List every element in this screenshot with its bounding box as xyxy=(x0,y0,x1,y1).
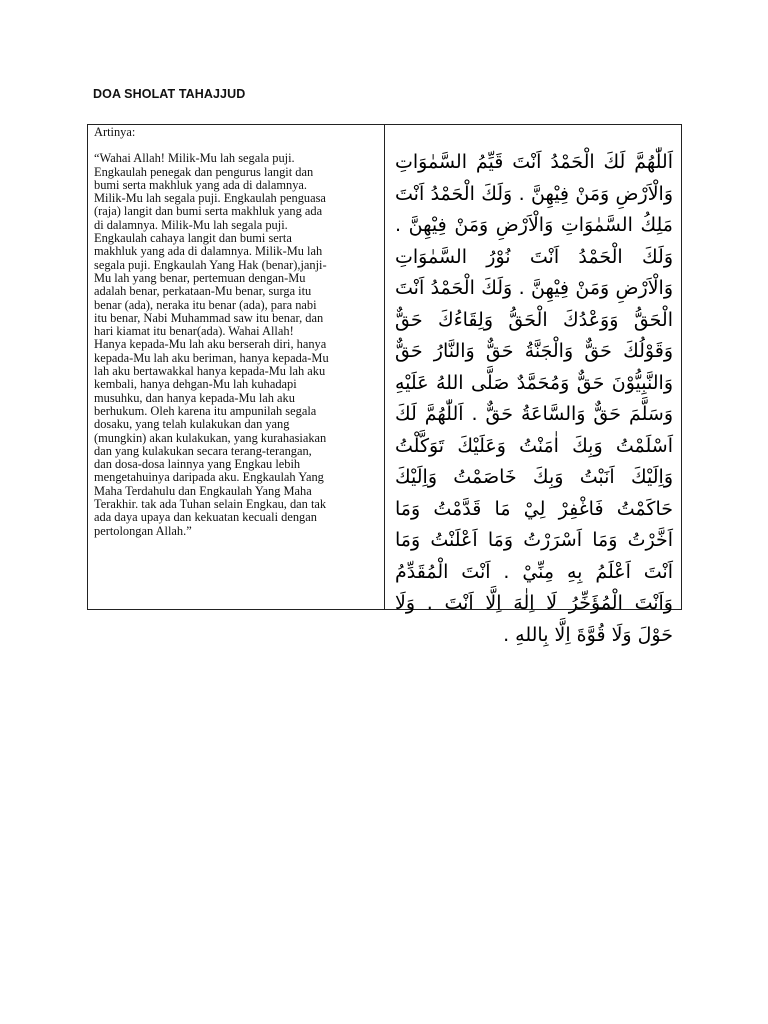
arabic-prayer-text: اَللّٰهُمَّ لَكَ الْحَمْدُ اَنْتَ قَيِّمُ السَّمٰوَاتِ وَالْاَرْضِ وَمَنْ فِيْهِنَّ . وَلَكَ الْحَمْدُ اَنْتَ مَلِكُ السَّمٰوَاتِ وَالْاَرْضِ وَمَنْ فِيْهِنَّ . وَلَكَ الْحَمْدُ اَنْتَ نُوْرُ السَّمٰوَاتِ وَالْاَرْضِ وَمَنْ فِيْهِنَّ . وَلَكَ الْحَمْدُ اَنْتَ الْحَقُّ وَوَعْدُكَ الْحَقُّ وَلِقَاءُكَ حَقٌّ وَقَوْلُكَ حَقٌّ وَالْجَنَّةُ حَقٌّ وَالنَّارُ حَقٌّ وَالنَّبِيُّوْنَ حَقٌّ وَمُحَمَّدٌ صَلَّى اللهُ عَلَيْهِ وَسَلَّمَ حَقٌّ وَالسَّاعَةُ حَقٌّ . اَللّٰهُمَّ لَكَ اَسْلَمْتُ وَبِكَ اٰمَنْتُ وَعَلَيْكَ تَوَكَّلْتُ وَاِلَيْكَ اَنَبْتُ وَبِكَ خَاصَمْتُ وَاِلَيْكَ حَاكَمْتُ فَاغْفِرْ لِيْ مَا قَدَّمْتُ وَمَا اَخَّرْتُ وَمَا اَسْرَرْتُ وَمَا اَعْلَنْتُ وَمَا اَنْتَ اَعْلَمُ بِهِ مِنِّيْ . اَنْتَ الْمُقَدِّمُ وَاَنْتَ الْمُؤَخِّرُ لَا اِلٰهَ اِلَّا اَنْتَ . وَلَا حَوْلَ وَلَا قُوَّةَ اِلَّا بِاللهِ . xyxy=(395,151,673,646)
translation-column xyxy=(88,125,385,609)
document-title: DOA SHOLAT TAHAJJUD xyxy=(93,87,246,101)
translation-text: “Wahai Allah! Milik-Mu lah segala puji. Engkaulah penegak dan pengurus langit dan bumi serta makhluk yang ada di dalamnya. Milik-Mu lah segala puji. Engkaulah penguasa (raja) langit dan bumi serta makhluk yang ada di dalamnya. Milik-Mu lah segala puji. Engkaulah cahaya langit dan bumi serta makhluk yang ada di dalamnya. Milik-Mu lah segala puji. Engkaulah Yang Hak (benar),janji- Mu lah yang benar, pertemuan dengan-Mu adalah benar, perkataan-Mu benar, surga itu benar (ada), neraka itu benar (ada), para nabi itu benar, Nabi Muhammad saw itu benar, dan hari kiamat itu benar(ada). Wahai Allah! Hanya kepada-Mu lah aku berserah diri, hanya kepada-Mu lah aku beriman, hanya kepada-Mu lah aku bertawakkal hanya kepada-Mu lah aku kembali, hanya dehgan-Mu lah kuhadapi musuhku, dan hanya kepada-Mu lah aku berhukum. Oleh karena itu ampunilah segala dosaku, yang telah kulakukan dan yang (mungkin) akan kulakukan, yang kurahasiakan dan yang kulakukan secara terang-terangan, dan dosa-dosa lainnya yang Engkau lebih mengetahuinya daripada aku. Engkaulah Yang Maha Terdahulu dan Engkaulah Yang Maha Terakhir. tak ada Tuhan selain Engkau, dan tak ada daya upaya dan kekuatan kecuali dengan pertolongan Allah.” xyxy=(94,151,329,538)
arabic-column xyxy=(385,125,681,646)
translation-label: Artinya: xyxy=(94,125,136,139)
prayer-table xyxy=(87,124,682,646)
